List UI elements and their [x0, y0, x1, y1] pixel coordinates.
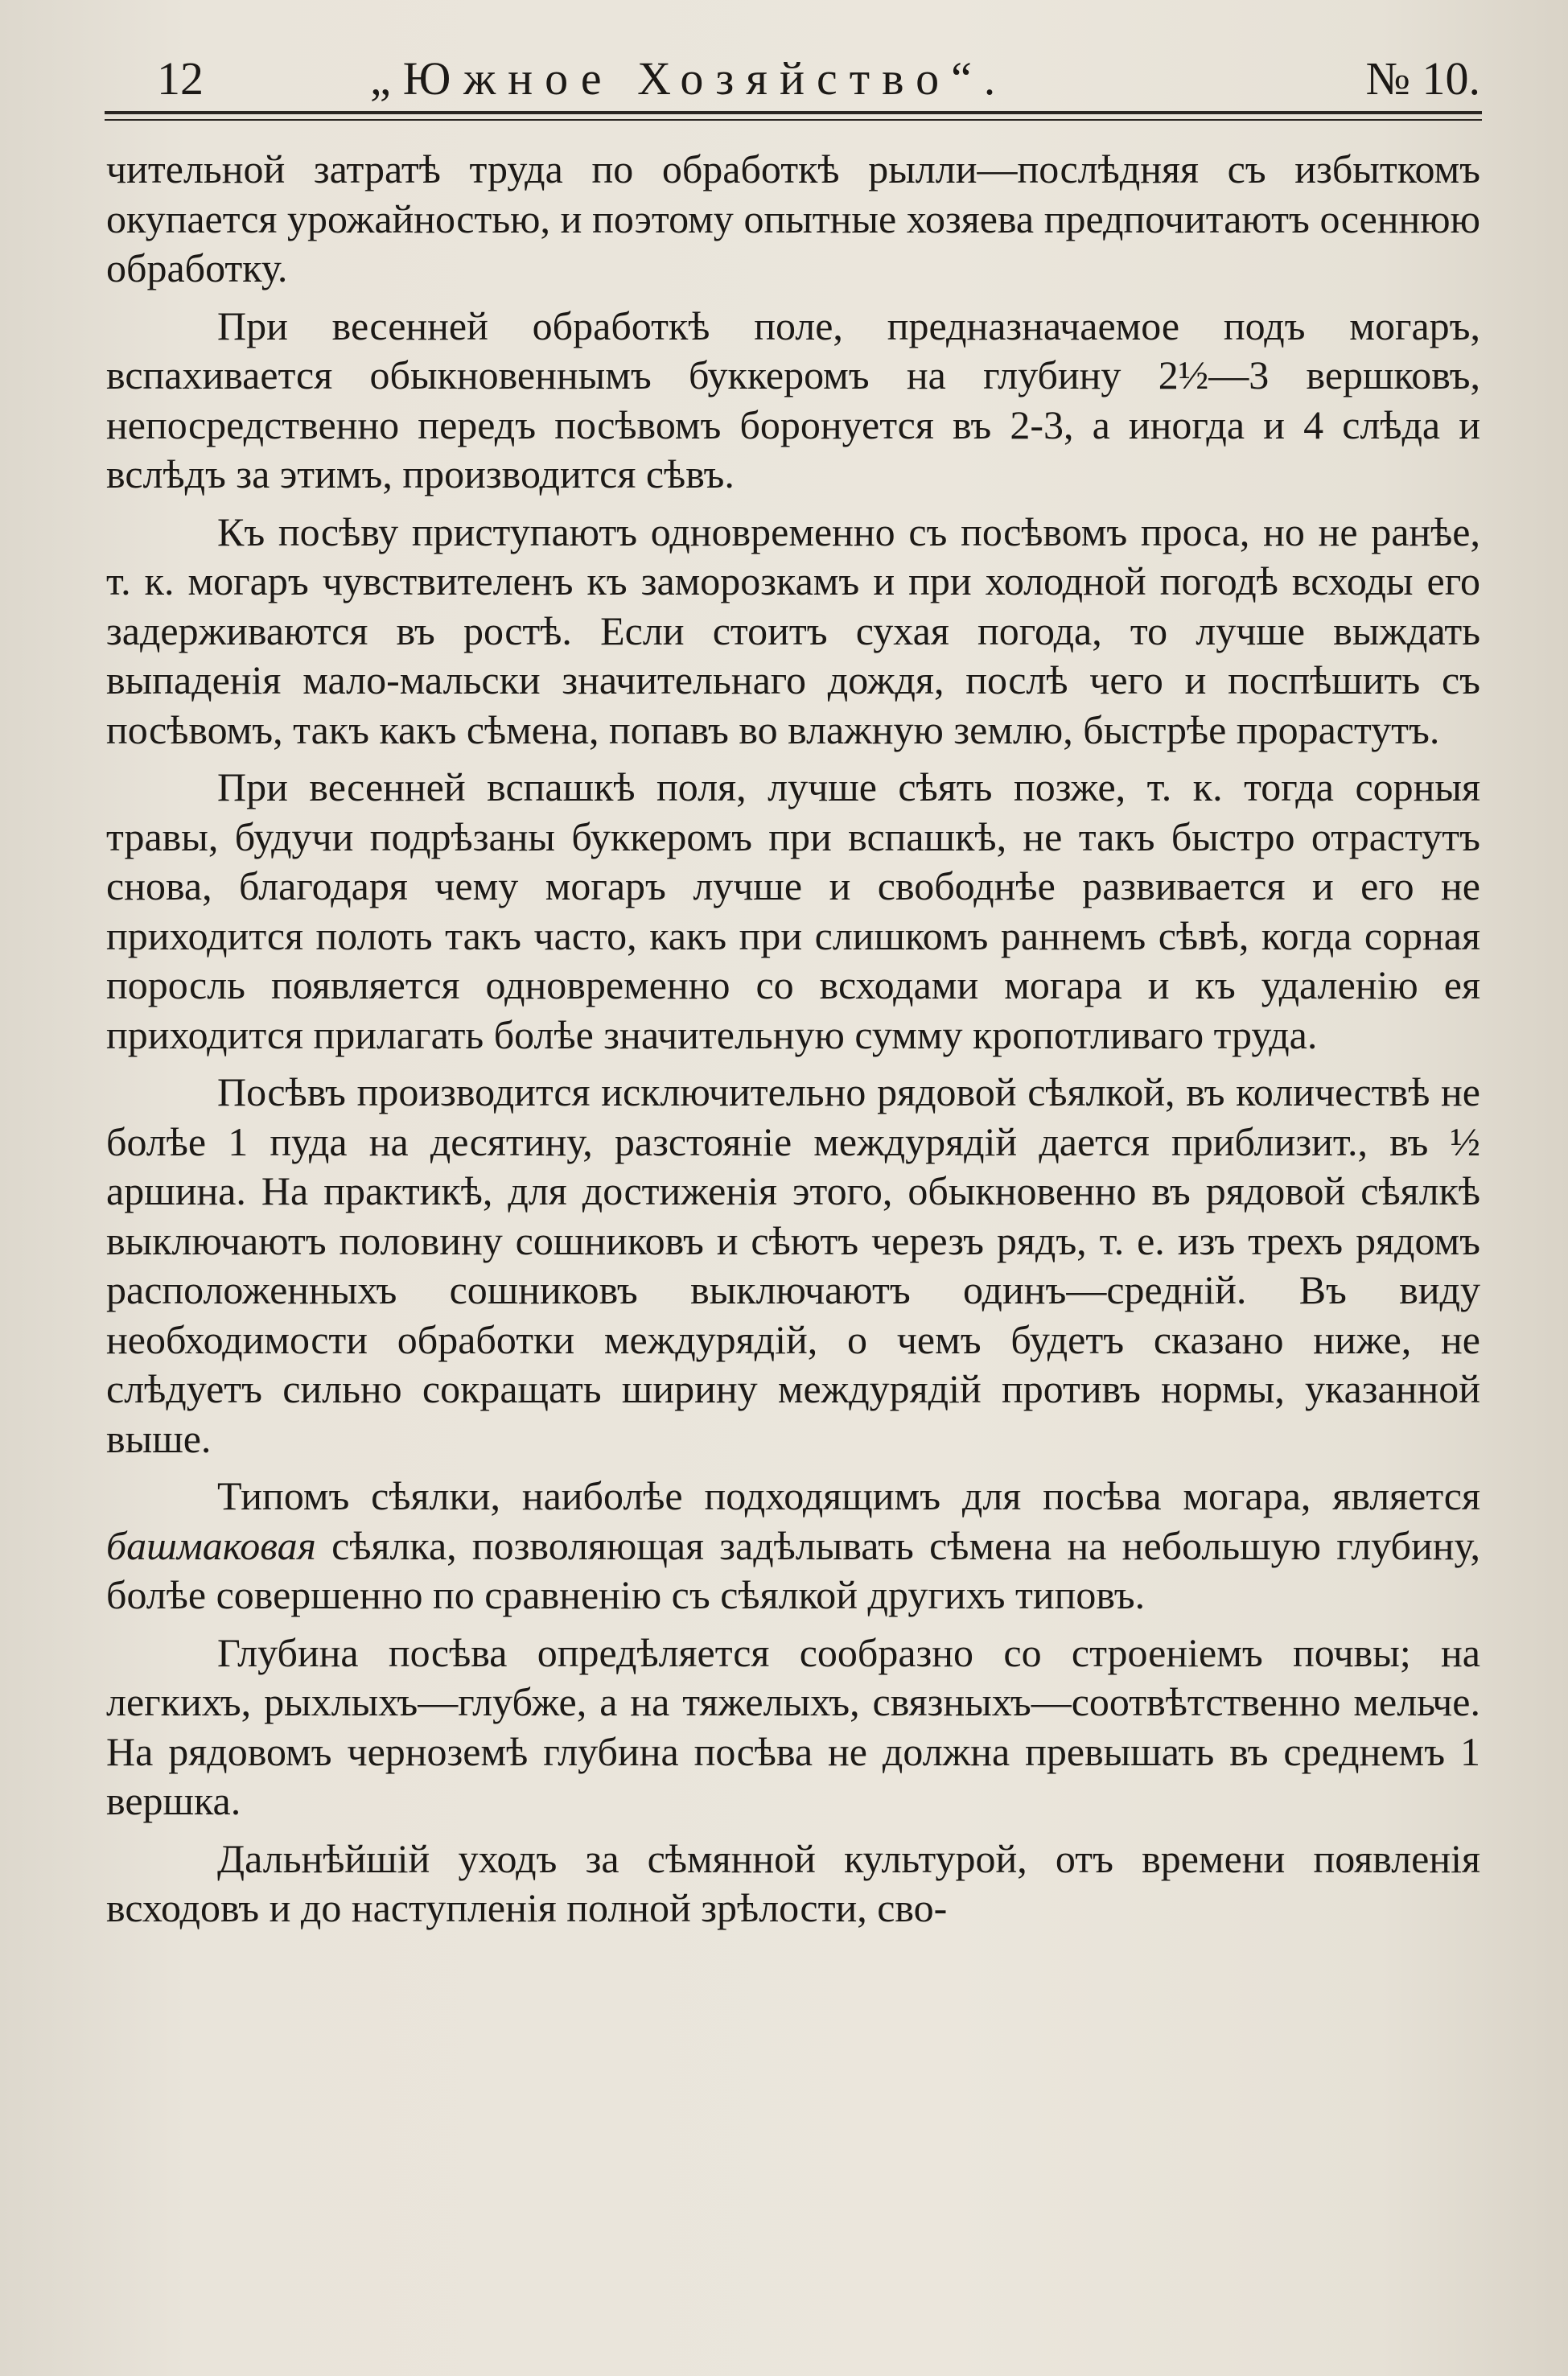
paragraph-row-seeder: Посѣвъ производится исключительно рядовой сѣялкой, въ количествѣ не болѣе 1 пуда на десятину, разстояніе междурядій дается приблизит., въ ½ аршина. На практикѣ, для достиженія этого, обыкновенно въ рядовой сѣялкѣ выключаютъ половину сошниковъ и сѣютъ черезъ рядъ, т. е. изъ трехъ рядомъ расположенныхъ сошниковъ выключаютъ одинъ—средній. Въ виду необходимости обработки междурядій, о чемъ будетъ сказано ниже, не слѣдуетъ сильно сокращать ширину междурядій противъ нормы, указанной выше. [106, 1069, 1480, 1461]
paragraph-sowing-depth: Глубина посѣва опредѣляется сообразно со строеніемъ почвы; на легкихъ, рыхлыхъ—глубже, а на тяжелыхъ, связныхъ—соотвѣтственно мельче. На рядовомъ черноземѣ глубина посѣва не должна превышать въ среднемъ 1 вершка. [106, 1629, 1480, 1823]
paragraph-seeder-type [106, 1472, 1480, 1620]
paragraph-spring-tillage: При весенней обработкѣ поле, предназначаемое подъ могаръ, вспахивается обыкновеннымъ буккеромъ на глубину 2½—3 вершковъ, непосредственно передъ посѣвомъ боронуется въ 2-3, а иногда и 4 слѣда и вслѣдъ за этимъ, производится сѣвъ. [106, 303, 1480, 496]
paragraph-continuation: чительной затратѣ труда по обработкѣ рылли—послѣдняя съ избыткомъ окупается урожайностью, и поэтому опытные хозяева предпочитаютъ осеннюю обработку. [106, 146, 1480, 290]
header-rule [105, 111, 1482, 121]
journal-title: „Южное Хозяйство“. [370, 52, 1008, 105]
page-number: 12 [157, 52, 204, 105]
issue-number: № 10. [1365, 52, 1480, 105]
article-body [106, 145, 1480, 1933]
page-header [105, 47, 1480, 111]
seeder-type-emphasis: башмаковая [106, 1522, 316, 1568]
seeder-type-text-before: Типомъ сѣялки, наиболѣе подходящимъ для посѣва могара, является [217, 1473, 1480, 1518]
paragraph-sowing-start: Къ посѣву приступаютъ одновременно съ посѣвомъ проса, но не ранѣе, т. к. могаръ чувствителенъ къ заморозкамъ и при холодной погодѣ всходы его задерживаются въ ростѣ. Если стоитъ сухая погода, то лучше выждать выпаденія мало-мальски значительнаго дождя, послѣ чего и поспѣшить съ посѣвомъ, такъ какъ сѣмена, попавъ во влажную землю, быстрѣе прорастутъ. [106, 509, 1480, 752]
paragraph-further-care: Дальнѣйшій уходъ за сѣмянной культурой, отъ времени появленія всходовъ и до наступленія полной зрѣлости, сво- [106, 1835, 1480, 1930]
paragraph-late-sowing: При весенней вспашкѣ поля, лучше сѣять позже, т. к. тогда сорныя травы, будучи подрѣзаны буккеромъ при вспашкѣ, не такъ быстро отрастутъ снова, благодаря чему могаръ лучше и свободнѣе развивается и его не приходится полоть такъ часто, какъ при слишкомъ раннемъ сѣвѣ, когда сорная поросль появляется одновременно со всходами могара и къ удаленію ея приходится прилагать болѣе значительную сумму кропотливаго труда. [106, 764, 1480, 1057]
seeder-type-text-after: сѣялка, позволяющая задѣлывать сѣмена на небольшую глубину, болѣе совершенно по сравненію съ сѣялкой другихъ типовъ. [106, 1522, 1480, 1617]
